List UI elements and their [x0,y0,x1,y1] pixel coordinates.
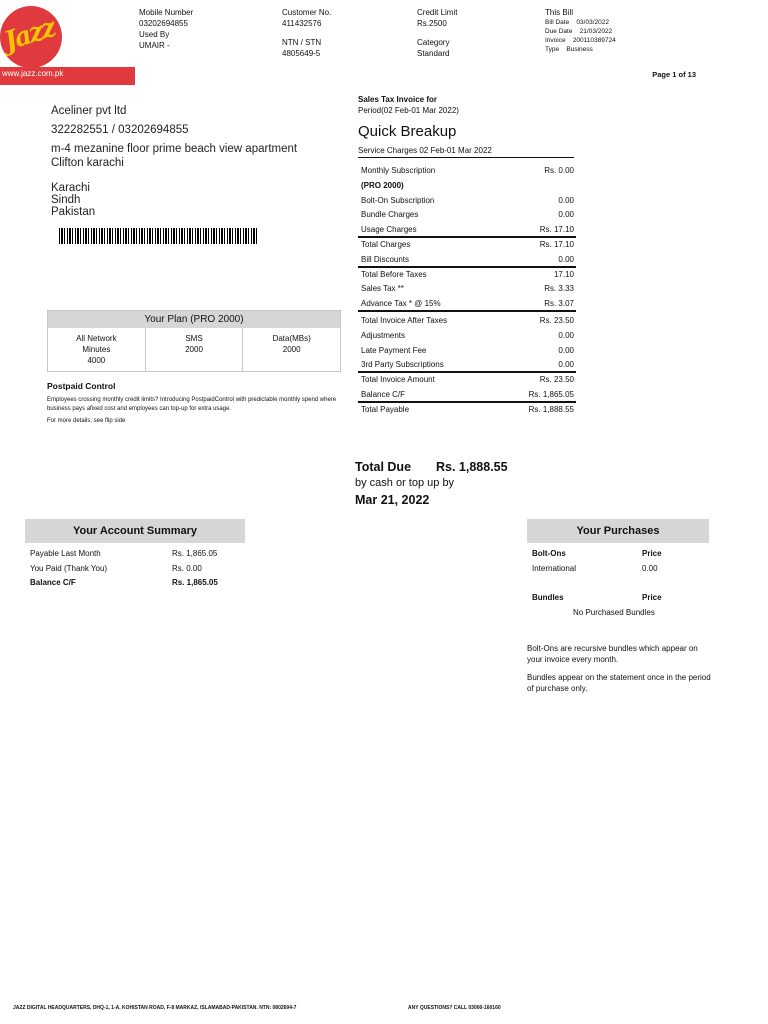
postpaid-title: Postpaid Control [47,381,116,391]
plan-cell-minutes [48,328,146,372]
summary-row [30,577,230,589]
breakup-row [358,403,576,418]
category-value: Standard [417,49,450,58]
breakup-row [358,373,576,388]
plan-cell-value: 2000 [282,345,301,354]
breakup-label: Bill Discounts [361,254,410,264]
summary-label: You Paid (Thank You) [30,564,108,573]
address-line-1: m-4 mezanine floor prime beach view apartment [51,143,298,155]
brand-url: www.jazz.com.pk [2,69,64,78]
plan-cell-sms [146,328,244,372]
bundles-price-label: Price [642,593,662,602]
bolton-note: Bolt-Ons are recursive bundles which appear on your invoice every month. [527,644,698,664]
postpaid-text: Employees crossing monthly credit limits? Introducing PostpaidControl with predictable monthly spend where business pays afixed cost and employees can top-up for extra usage. [47,397,337,412]
breakup-label: Total Before Taxes [361,269,427,279]
this-bill-block [545,7,616,54]
used-by-value: UMAIR - [139,41,170,50]
breakup-label: Bundle Charges [361,210,419,220]
breakup-value: 17.10 [553,269,574,279]
breakup-row [358,344,576,359]
breakup-label: Total Invoice After Taxes [361,315,448,325]
mobile-number-block [139,7,193,51]
breakup-row [358,208,576,223]
plan-cell-value: 2000 [185,345,203,354]
breakup-row [358,253,576,268]
footer-help: ANY QUESTIONS? CALL 03000-160160 [408,1005,501,1011]
breakup-row [358,358,576,373]
jazz-logo [0,6,62,68]
plan-cells [48,328,340,372]
logo-text: Jazz [0,12,59,58]
breakup-value: Rs. 3.33 [544,284,574,294]
this-bill-label: This Bill [545,8,574,17]
invoice-for-label: Sales Tax Invoice for [358,95,437,104]
footer-address: JAZZ DIGITAL HEADQUARTERS, DHQ-1, 1-A, KOHISTAN ROAD, F-8 MARKAZ, ISLAMABAD-PAKISTAN. NTN: 0802694-7 [13,1005,297,1011]
due-date: Due Date 21/03/2022 [545,28,613,35]
address-country: Pakistan [51,206,96,218]
bundle-note: Bundles appear on the statement once in the period of purchase only. [527,673,711,693]
credit-label: Credit Limit [417,8,458,17]
summary-value: Rs. 1,865.05 [172,549,218,558]
breakup-row [358,194,576,209]
breakup-label: 3rd Party Subscriptions [361,360,444,370]
breakup-label: Total Payable [361,404,410,414]
boltons-price-label: Price [642,549,662,558]
plan-cell-data [243,328,340,372]
breakup-value: Rs. 17.10 [539,225,574,235]
breakup-table [358,164,576,418]
breakup-label: Total Invoice Amount [361,375,435,385]
breakup-label: Total Charges [361,239,411,249]
bill-date: Bill Date 03/03/2022 [545,19,609,26]
payment-method: by cash or top up by [355,477,455,489]
plan-box [47,310,341,372]
breakup-label: Late Payment Fee [361,345,427,355]
quick-breakup-title: Quick Breakup [358,123,457,140]
breakup-value: 0.00 [558,195,574,205]
breakup-value: Rs. 3.07 [544,299,574,309]
plan-cell-label: Data(MBs) [272,334,311,343]
bundles-label: Bundles [532,593,564,602]
service-period: Service Charges 02 Feb-01 Mar 2022 [358,146,574,158]
company-name: Aceliner pvt ltd [51,105,127,117]
ntn-label: NTN / STN [282,38,322,47]
breakup-label: Sales Tax ** [361,284,404,294]
page-number: Page 1 of 13 [652,70,696,79]
bolton-price: 0.00 [642,564,658,573]
breakup-value: Rs. 23.50 [539,315,574,325]
company-phones: 322282551 / 03202694855 [51,124,189,136]
breakup-row [358,329,576,344]
invoice-period: Period(02 Feb-01 Mar 2022) [358,106,459,115]
summary-value: Rs. 1,865.05 [172,578,218,587]
total-due-amount: Rs. 1,888.55 [436,460,508,474]
breakup-row [358,388,576,403]
customer-block [282,7,331,59]
breakup-row [358,314,576,329]
breakup-label: Adjustments [361,330,406,340]
category-label: Category [417,38,450,47]
breakup-row [358,179,576,194]
mobile-value: 03202694855 [139,19,188,28]
credit-block [417,7,457,59]
breakup-value: Rs. 0.00 [544,166,574,175]
plan-cell-label: All Network Minutes [76,334,117,354]
breakup-row [358,282,576,297]
account-summary-title: Your Account Summary [25,519,245,543]
address-province: Sindh [51,194,81,206]
no-bundles: No Purchased Bundles [573,608,655,617]
breakup-label: Balance C/F [361,389,406,399]
breakup-label: Bolt-On Subscription [361,195,435,205]
breakup-value: 0.00 [558,254,574,264]
breakup-label: (PRO 2000) [361,180,404,190]
boltons-label: Bolt-Ons [532,549,566,558]
summary-value: Rs. 0.00 [172,564,202,573]
breakup-row [358,238,576,253]
bolton-item: International [532,564,577,573]
breakup-value: Rs. 17.10 [539,239,574,249]
customer-label: Customer No. [282,8,332,17]
summary-label: Payable Last Month [30,549,101,558]
credit-value: Rs.2500 [417,19,447,28]
used-by-label: Used By [139,30,170,39]
breakup-value: Rs. 23.50 [539,375,574,385]
address-line-2: Clifton karachi [51,157,124,169]
breakup-value: 0.00 [558,330,574,340]
breakup-value: Rs. 1,888.55 [528,404,574,414]
plan-cell-value: 4000 [87,356,106,365]
breakup-label: Advance Tax * @ 15% [361,299,441,309]
plan-title: Your Plan (PRO 2000) [48,311,340,328]
total-due-label: Total Due [355,460,412,474]
barcode [59,228,259,244]
address-city: Karachi [51,182,90,194]
postpaid-more: For more details, see flip side [47,418,126,424]
breakup-label: Monthly Subscription [361,166,436,175]
purchases-title: Your Purchases [527,519,709,543]
breakup-row [358,164,576,179]
breakup-value: 0.00 [558,210,574,220]
breakup-value: Rs. 1,865.05 [528,389,574,399]
breakup-value: 0.00 [558,345,574,355]
plan-cell-label: SMS [185,334,203,343]
summary-row [30,548,230,560]
due-date-value: Mar 21, 2022 [355,493,430,507]
bill-type: Type Business [545,46,593,53]
breakup-row [358,297,576,312]
breakup-row [358,268,576,283]
mobile-label: Mobile Number [139,8,194,17]
invoice-number: Invoice 200110389724 [545,37,616,44]
breakup-value: 0.00 [558,360,574,370]
ntn-value: 4805649-5 [282,49,321,58]
summary-label: Balance C/F [30,578,76,587]
customer-value: 411432576 [282,19,322,28]
breakup-label: Usage Charges [361,225,417,235]
breakup-row [358,223,576,238]
brand-url-bar [0,67,135,85]
summary-row [30,563,230,575]
